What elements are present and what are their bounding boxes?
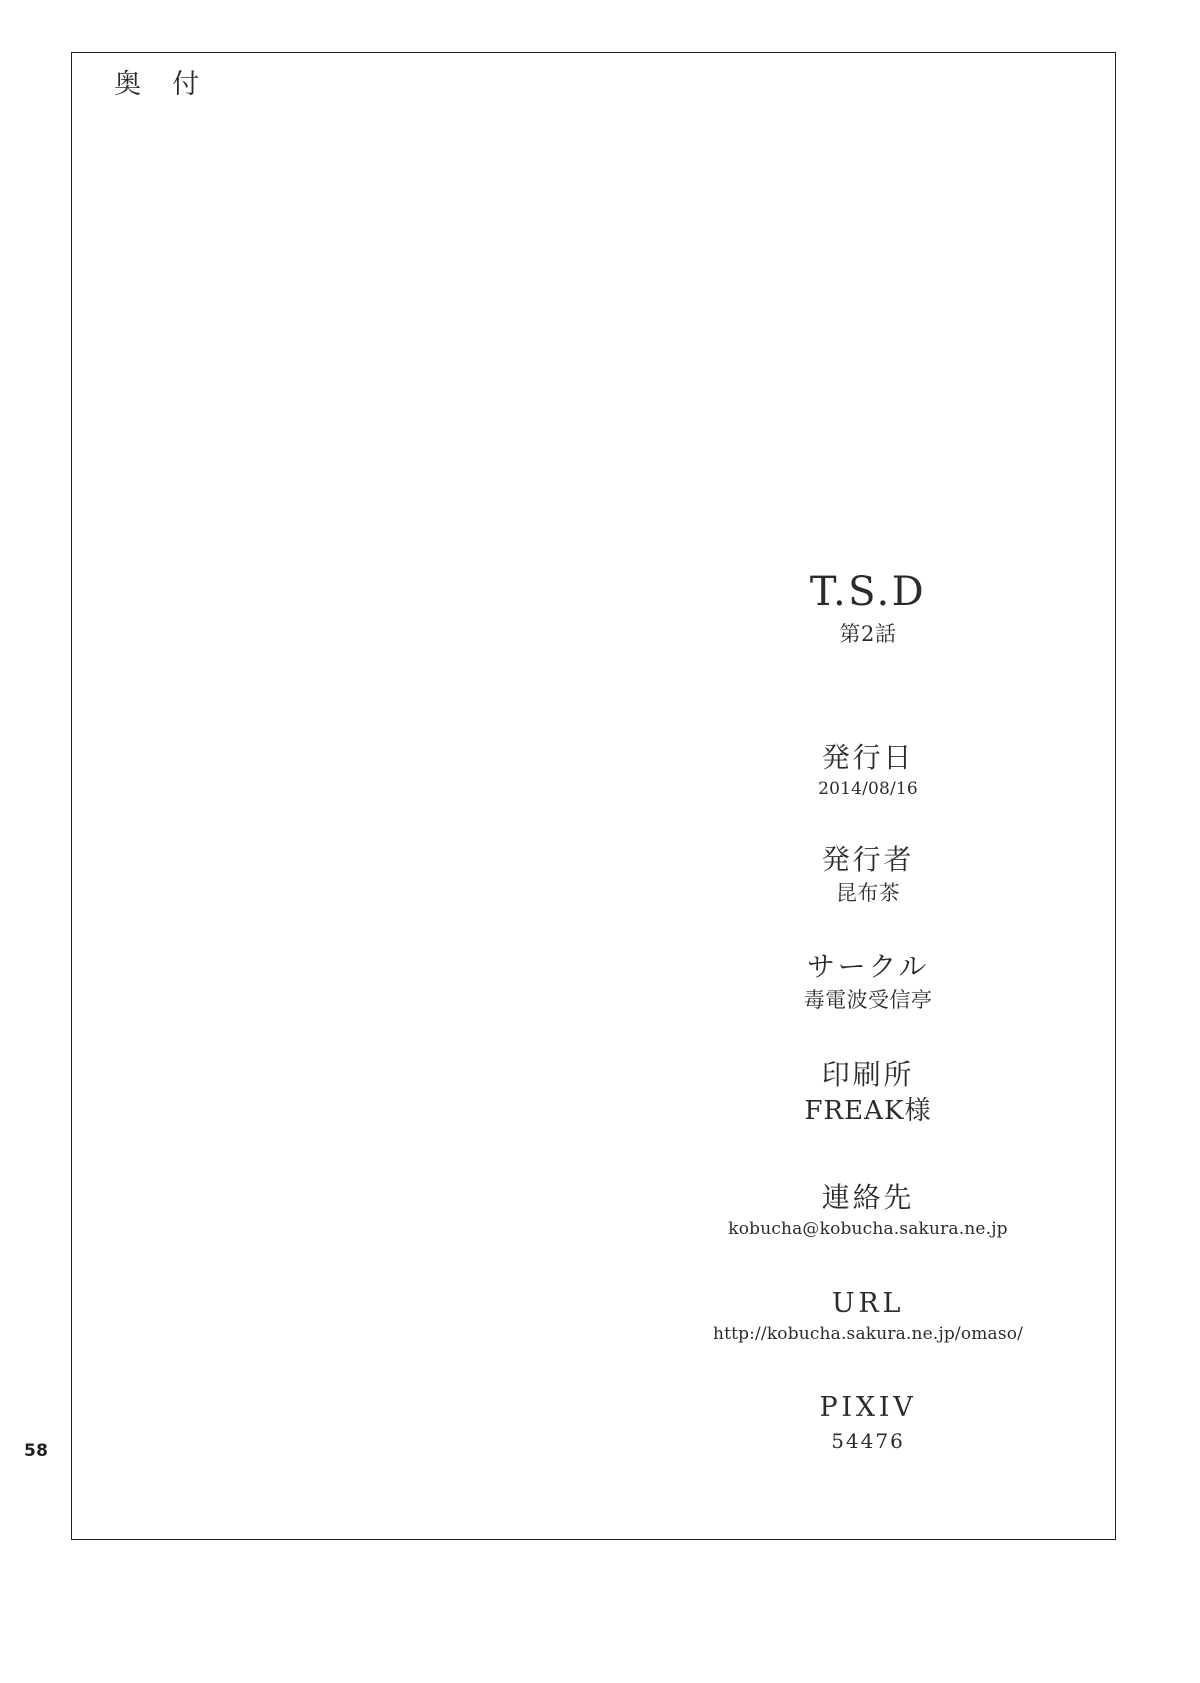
field-label: サークル xyxy=(806,950,930,984)
field-label: 発行日 xyxy=(821,741,915,774)
field-publisher xyxy=(633,842,1103,907)
field-publication-date xyxy=(633,740,1103,800)
field-url xyxy=(633,1287,1103,1346)
field-label: 連絡先 xyxy=(821,1181,915,1215)
field-value: 2014/08/16 xyxy=(818,779,918,799)
field-value-pixiv-id: 54476 xyxy=(831,1429,905,1454)
field-value-email: kobucha@kobucha.sakura.ne.jp xyxy=(728,1219,1008,1240)
page-number: 58 xyxy=(24,1441,49,1461)
field-label: 印刷所 xyxy=(821,1057,915,1091)
field-label: 発行者 xyxy=(821,843,915,877)
field-pixiv xyxy=(633,1391,1103,1454)
field-value: 毒電波受信亭 xyxy=(803,988,933,1013)
publication-title: T.S.D xyxy=(809,569,927,615)
field-value: FREAK様 xyxy=(804,1095,932,1126)
publication-subtitle: 第2話 xyxy=(839,622,897,646)
colophon-block xyxy=(633,570,1103,1454)
field-circle xyxy=(633,949,1103,1014)
field-value-url: http://kobucha.sakura.ne.jp/omaso/ xyxy=(712,1324,1024,1345)
field-label: URL xyxy=(831,1287,905,1319)
field-printer xyxy=(633,1057,1103,1129)
field-value: 昆布茶 xyxy=(835,881,901,906)
colophon-heading: 奥 付 xyxy=(114,69,211,100)
field-label: PIXIV xyxy=(819,1392,917,1424)
field-contact xyxy=(633,1180,1103,1240)
